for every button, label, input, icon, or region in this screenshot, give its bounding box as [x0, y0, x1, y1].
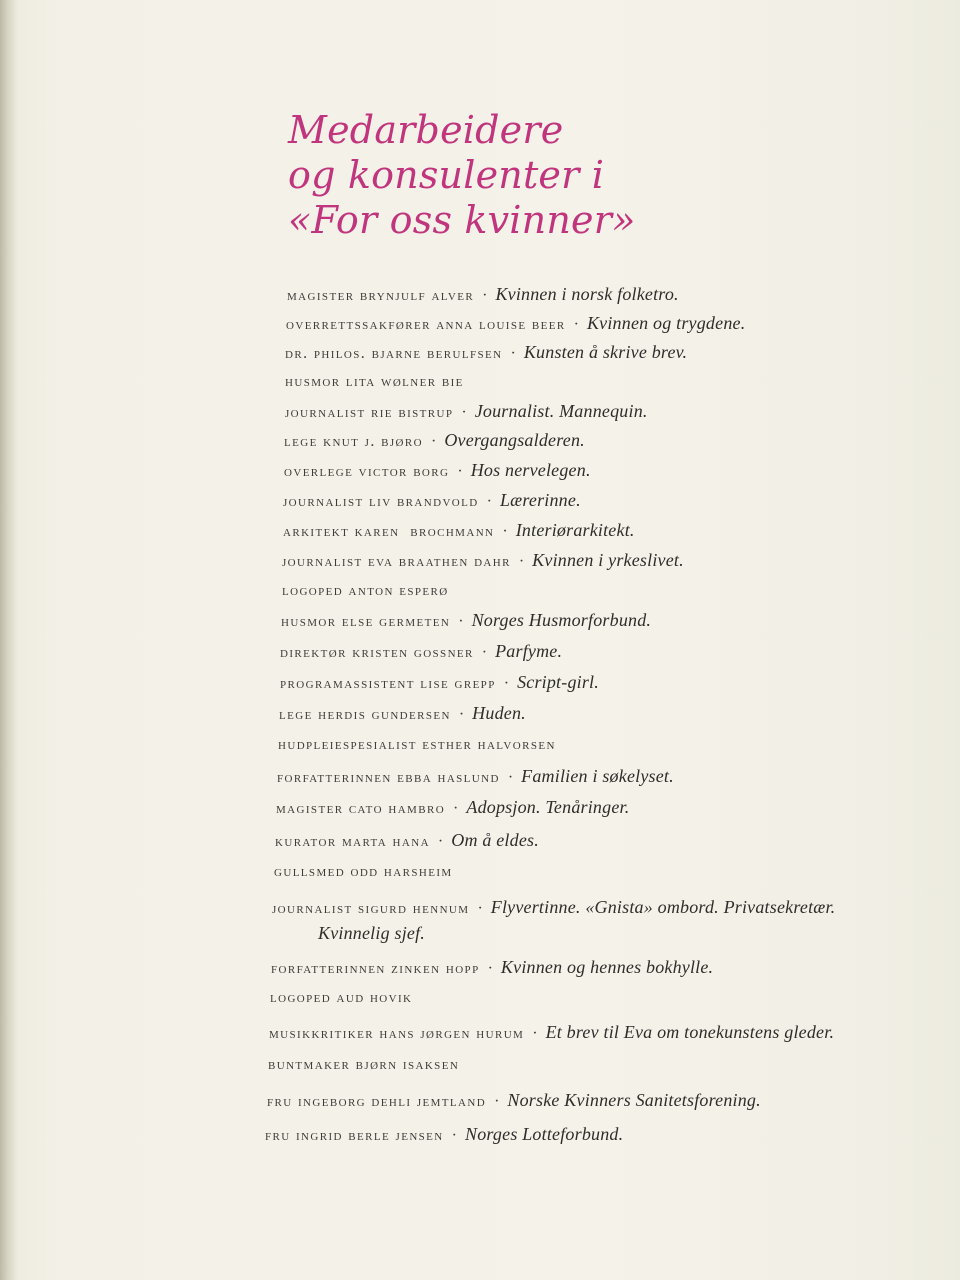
- contributor-topic: Et brev til Eva om tonekunstens gleder.: [545, 1022, 835, 1042]
- contributor-name: forfatterinnen ebba haslund: [277, 769, 500, 786]
- contributor-topic: Kvinnen i yrkeslivet.: [532, 550, 684, 570]
- separator-dot: ·: [482, 287, 488, 304]
- contributor-topic: Lærerinne.: [499, 490, 581, 510]
- contributor-entry: [270, 988, 412, 1008]
- contributor-entry: [274, 862, 453, 882]
- separator-dot: ·: [437, 833, 444, 850]
- contributor-name: husmor else germeten: [281, 613, 451, 630]
- separator-dot: ·: [573, 316, 579, 333]
- contributor-name: forfatterinnen zinken hopp: [271, 960, 480, 977]
- contributor-name: logoped aud hovik: [270, 989, 413, 1006]
- separator-dot: ·: [477, 900, 483, 917]
- contributor-topic: Norges Lotteforbund.: [464, 1124, 624, 1144]
- contributor-topic-continuation: Kvinnelig sjef.: [318, 923, 425, 943]
- contributor-entry: [282, 550, 684, 572]
- contributor-entry: [285, 372, 464, 392]
- contributor-topic: Om å eldes.: [451, 830, 539, 850]
- separator-dot: ·: [494, 1093, 500, 1110]
- contributor-name: direktør kristen gossner: [280, 644, 474, 661]
- contributor-name: programassistent lise grepp: [280, 675, 496, 692]
- contributor-topic: Kunsten å skrive brev.: [523, 342, 688, 362]
- contributor-entry: [283, 520, 635, 542]
- contributor-name: logoped anton esperø: [282, 582, 449, 599]
- separator-dot: ·: [510, 345, 516, 362]
- contributor-entry: [285, 342, 687, 364]
- contributor-topic: Hos nervelegen.: [470, 460, 591, 480]
- contributor-topic: Familien i søkelyset.: [521, 766, 674, 786]
- contributor-name: fru ingrid berle jensen: [265, 1127, 444, 1144]
- separator-dot: ·: [481, 644, 488, 661]
- separator-dot: ·: [458, 613, 464, 630]
- contributor-entry: [281, 610, 651, 632]
- contributor-entry: [271, 957, 713, 979]
- contributor-entry: [284, 460, 591, 482]
- title-line-2: og konsulenter i: [288, 153, 605, 197]
- contributor-entry: [279, 703, 526, 725]
- contributor-entry: [286, 313, 745, 335]
- contributor-name: gullsmed odd harsheim: [274, 863, 453, 880]
- contributor-topic: Kvinnen i norsk folketro.: [495, 284, 679, 304]
- contributor-topic: Script-girl.: [517, 672, 599, 692]
- contributor-topic: Flyvertinne. «Gnista» ombord. Privatsekretær.: [490, 897, 836, 917]
- contributor-name: journalist rie bistrup: [285, 404, 454, 421]
- separator-dot: ·: [457, 463, 463, 480]
- title-line-3: «For oss kvinner»: [288, 198, 636, 242]
- contributor-name: overrettssakfører anna louise beer: [286, 316, 566, 333]
- contributor-entry: [280, 641, 562, 663]
- contributor-entry: [276, 797, 629, 819]
- contributor-entry: [285, 401, 648, 423]
- separator-dot: ·: [487, 960, 493, 977]
- contributor-name: overlege victor borg: [284, 463, 450, 480]
- contributor-topic: Interiørarkitekt.: [515, 520, 635, 540]
- contributor-entry: [283, 490, 581, 512]
- separator-dot: ·: [532, 1025, 538, 1042]
- contributor-name: journalist liv brandvold: [283, 493, 479, 510]
- contributor-topic: Kvinnen og trygdene.: [586, 313, 746, 333]
- contributor-name: musikkritiker hans jørgen hurum: [269, 1025, 525, 1042]
- separator-dot: ·: [507, 769, 514, 786]
- contributor-name: magister cato hambro: [276, 800, 446, 817]
- contributor-topic: Norske Kvinners Sanitetsforening.: [507, 1090, 761, 1110]
- contributor-entry: [287, 284, 679, 306]
- separator-dot: ·: [458, 706, 465, 723]
- contributor-name: dr. philos. bjarne berulfsen: [285, 345, 503, 362]
- separator-dot: ·: [503, 675, 510, 692]
- contributor-entry: [268, 1055, 459, 1075]
- contributor-topic: Huden.: [472, 703, 526, 723]
- contributor-entry: [277, 766, 674, 788]
- separator-dot: ·: [518, 553, 525, 570]
- contributor-name: buntmaker bjørn isaksen: [268, 1056, 460, 1073]
- contributor-name: husmor lita wølner bie: [285, 373, 464, 390]
- separator-dot: ·: [486, 493, 492, 510]
- contributor-name: magister brynjulf alver: [287, 287, 475, 304]
- separator-dot: ·: [502, 523, 508, 540]
- contributor-name: hudpleiespesialist esther halvorsen: [278, 736, 556, 753]
- contributor-name: fru ingeborg dehli jemtland: [267, 1093, 487, 1110]
- contributor-entry: [284, 430, 585, 452]
- contributor-name: journalist eva braathen dahr: [282, 553, 511, 570]
- separator-dot: ·: [451, 1127, 457, 1144]
- contributor-topic: Parfyme.: [495, 641, 563, 661]
- contributor-entry: [282, 581, 449, 601]
- contributor-entry: [278, 735, 556, 755]
- contributor-entry: [272, 895, 942, 945]
- contributor-entry: [269, 1022, 834, 1044]
- contributor-name: lege knut j. bjøro: [284, 433, 423, 450]
- contributor-entry: [275, 830, 539, 852]
- contributor-entry: [280, 672, 599, 694]
- contributor-topic: Kvinnen og hennes bokhylle.: [500, 957, 714, 977]
- contributor-name: lege herdis gundersen: [279, 706, 451, 723]
- separator-dot: ·: [461, 404, 467, 421]
- contributor-topic: Overgangsalderen.: [444, 430, 585, 450]
- separator-dot: ·: [453, 800, 459, 817]
- contributor-name: kurator marta hana: [275, 833, 430, 850]
- contributor-entry: [265, 1124, 623, 1146]
- contributor-entry: [267, 1090, 761, 1112]
- contributor-topic: Adopsjon. Tenåringer.: [466, 797, 630, 817]
- contributor-topic: Journalist. Mannequin.: [474, 401, 648, 421]
- separator-dot: ·: [430, 433, 437, 450]
- title-line-1: Medarbeidere: [288, 108, 564, 152]
- contributor-name: arkitekt karen brochmann: [283, 523, 495, 540]
- contributor-topic: Norges Husmorforbund.: [471, 610, 652, 630]
- contributor-name: journalist sigurd hennum: [272, 900, 470, 917]
